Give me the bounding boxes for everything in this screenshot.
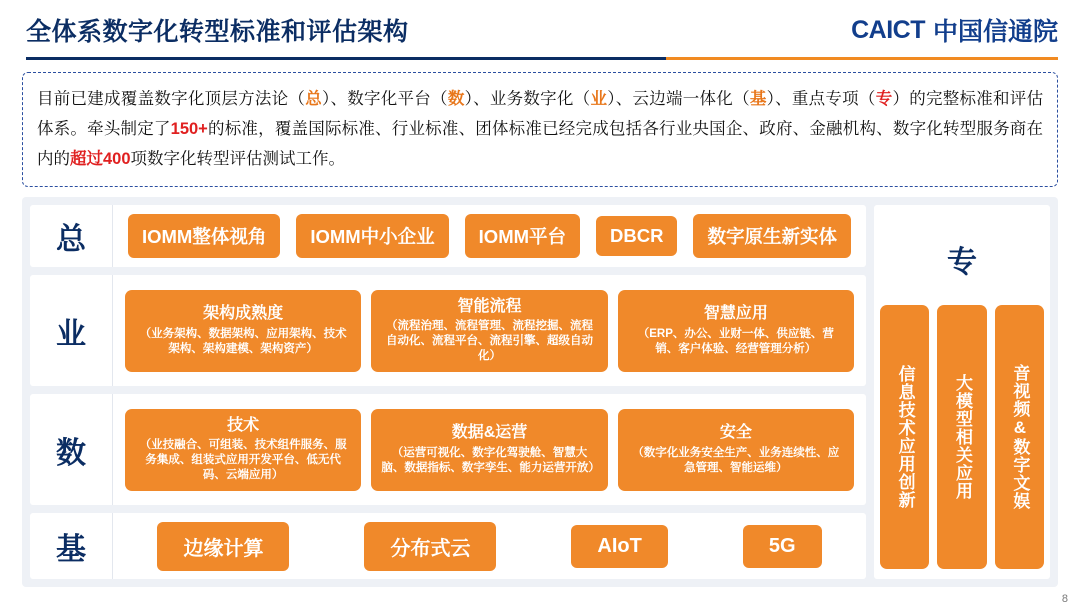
chip-iomm-sme[interactable]: IOMM中小企业 — [296, 214, 448, 258]
framework-matrix — [22, 197, 1058, 587]
summary-box — [22, 72, 1058, 187]
keyword-zong: 总 — [305, 90, 322, 108]
row-shu — [30, 394, 866, 505]
row-ji — [30, 513, 866, 579]
row-label-ye: 业 — [30, 275, 113, 386]
page-number: 8 — [1061, 593, 1068, 605]
summary-seg-4: ）、云边端一体化（ — [607, 90, 750, 108]
card-description: （流程治理、流程管理、流程挖掘、流程自动化、流程平台、流程引擎、超级自动化） — [385, 320, 593, 363]
card-data-operations[interactable] — [371, 409, 607, 491]
row-ye — [30, 275, 866, 386]
brand-logo — [851, 12, 1058, 48]
card-title: 智慧应用 — [703, 305, 768, 323]
card-architecture-maturity[interactable] — [125, 290, 361, 372]
row-label-ji: 基 — [30, 513, 113, 579]
column-zhuan — [874, 205, 1050, 579]
row-body-zong — [113, 205, 866, 267]
vcard-av-digital-entertainment[interactable]: 音视频&数字文娱 — [995, 305, 1044, 569]
summary-seg-6: ）的完整标准和评估体系。牵头制定了 — [37, 90, 1044, 138]
summary-seg-8: 项数字化转型评估测试工作。 — [130, 150, 346, 168]
card-description: （运营可视化、数字化驾驶舱、智慧大脑、数据指标、数字孪生、能力运营开放） — [381, 446, 600, 474]
chip-digital-native-entity[interactable]: 数字原生新实体 — [693, 214, 851, 258]
card-technology[interactable] — [125, 409, 361, 491]
keyword-zhuan: 专 — [875, 90, 893, 108]
chip-distributed-cloud[interactable]: 分布式云 — [364, 522, 496, 571]
row-label-shu: 数 — [30, 394, 113, 505]
card-description: （业技融合、可组装、技术组件服务、服务集成、组装式应用开发平台、低无代码、云端应用） — [139, 439, 347, 482]
zhuan-card-group — [880, 305, 1044, 571]
slide-header — [0, 0, 1080, 60]
keyword-ji: 基 — [749, 90, 767, 108]
vcard-it-innovation[interactable]: 信息技术应用创新 — [880, 305, 929, 569]
chip-aiot[interactable]: AIoT — [571, 525, 667, 568]
column-label-zhuan: 专 — [947, 246, 977, 279]
header-divider — [26, 57, 1058, 60]
summary-seg-1: 目前已建成覆盖数字化顶层方法论（ — [37, 90, 306, 108]
card-title: 智能流程 — [457, 297, 522, 315]
summary-paragraph — [37, 84, 1043, 174]
vcard-large-model[interactable]: 大模型相关应用 — [937, 305, 986, 569]
row-body-ji — [113, 513, 866, 579]
summary-seg-2: ）、数字化平台（ — [321, 90, 448, 108]
card-description: （业务架构、数据架构、应用架构、技术架构、架构建模、架构资产） — [139, 327, 347, 355]
summary-seg-5: ）、重点专项（ — [766, 90, 876, 108]
chip-dbcr[interactable]: DBCR — [596, 216, 677, 256]
logo-chinese-text: 中国信通院 — [932, 18, 1058, 46]
page-title: 全体系数字化转型标准和评估架构 — [26, 18, 409, 46]
card-title: 技术 — [227, 416, 260, 434]
card-smart-application[interactable] — [618, 290, 854, 372]
card-title: 数据&运营 — [451, 424, 528, 442]
chip-5g[interactable]: 5G — [743, 525, 822, 568]
chip-edge-computing[interactable]: 边缘计算 — [157, 522, 289, 571]
logo-caict-text: CAICT — [851, 15, 925, 44]
summary-seg-7: 的标准，覆盖国际标准、行业标准、团体标准已经完成包括各行业央国企、政府、金融机构、数字化转型服务商在内的 — [37, 120, 1044, 168]
card-intelligent-process[interactable] — [371, 290, 607, 372]
row-body-shu — [113, 394, 866, 505]
card-description: （数字化业务安全生产、业务连续性、应急管理、智能运维） — [632, 446, 840, 474]
row-zong — [30, 205, 866, 267]
card-title: 安全 — [719, 424, 752, 442]
chip-iomm-platform[interactable]: IOMM平台 — [465, 214, 580, 258]
card-security[interactable] — [618, 409, 854, 491]
keyword-ye: 业 — [590, 90, 608, 108]
card-description: （ERP、办公、业财一体、供应链、营销、客户体验、经营管理分析） — [637, 327, 834, 355]
keyword-assessment-count: 超过400 — [70, 150, 131, 168]
keyword-shu: 数 — [447, 90, 465, 108]
summary-seg-3: ）、业务数字化（ — [464, 90, 591, 108]
row-body-ye — [113, 275, 866, 386]
matrix-main-column — [30, 205, 866, 579]
card-title: 架构成熟度 — [203, 305, 284, 323]
chip-iomm-overall[interactable]: IOMM整体视角 — [128, 214, 280, 258]
row-label-zong: 总 — [30, 205, 113, 267]
keyword-standard-count: 150+ — [170, 120, 208, 138]
